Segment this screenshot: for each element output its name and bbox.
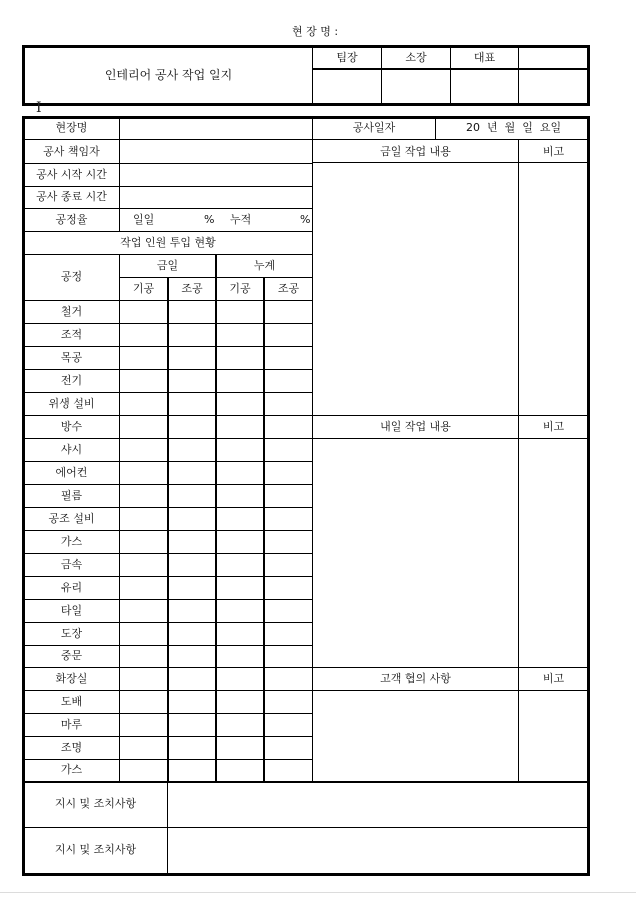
instructions-label-2: 지시 및 조치사항 bbox=[54, 843, 137, 856]
sign-site-manager[interactable] bbox=[382, 70, 450, 104]
sign-ceo[interactable] bbox=[451, 70, 518, 104]
process-row-label: 금속 bbox=[60, 558, 83, 571]
process-row-label: 조적 bbox=[60, 328, 83, 341]
text-cursor-icon: I bbox=[36, 100, 42, 116]
process-row-label: 목공 bbox=[60, 351, 83, 364]
progress-label: 공정율 bbox=[55, 213, 88, 226]
client-remarks-header: 비고 bbox=[542, 672, 565, 685]
today-work-field[interactable] bbox=[313, 163, 518, 415]
start-time-field[interactable] bbox=[120, 164, 312, 186]
daily-progress-label: 일일 bbox=[133, 213, 155, 226]
instructions-field-2[interactable] bbox=[169, 828, 588, 873]
process-row-label: 위생 설비 bbox=[48, 397, 95, 410]
sign-team-leader[interactable] bbox=[313, 70, 381, 104]
tomorrow-remarks-header: 비고 bbox=[542, 420, 565, 433]
cumulative-progress-label: 누적 bbox=[230, 213, 252, 226]
client-remarks-field[interactable] bbox=[519, 691, 588, 781]
today-header: 금일 bbox=[156, 259, 179, 272]
date-label: 공사일자 bbox=[352, 121, 396, 134]
process-row-label: 가스 bbox=[60, 763, 83, 776]
process-row-label: 도배 bbox=[60, 695, 83, 708]
site-name-label: 현 장 명 : bbox=[291, 25, 339, 38]
tomorrow-work-field[interactable] bbox=[313, 439, 518, 667]
process-row-label: 필름 bbox=[60, 489, 83, 502]
approval-site-manager: 소장 bbox=[405, 51, 427, 64]
client-consult-field[interactable] bbox=[313, 691, 518, 781]
instructions-field-1[interactable] bbox=[169, 784, 588, 827]
instructions-label-1: 지시 및 조치사항 bbox=[54, 797, 137, 810]
today-helper-header: 조공 bbox=[181, 282, 203, 295]
process-row-label: 전기 bbox=[60, 374, 83, 387]
total-skilled-header: 기공 bbox=[229, 282, 251, 295]
manager-label: 공사 책임자 bbox=[43, 145, 100, 158]
end-time-label: 공사 종료 시간 bbox=[36, 190, 107, 203]
site-name-field[interactable] bbox=[120, 118, 312, 139]
process-row-label: 조명 bbox=[60, 741, 83, 754]
start-time-label: 공사 시작 시간 bbox=[36, 168, 107, 181]
process-row-label: 철거 bbox=[60, 305, 83, 318]
process-row-label: 유리 bbox=[60, 581, 83, 594]
process-row-label: 방수 bbox=[60, 420, 83, 433]
tomorrow-work-header: 내일 작업 내용 bbox=[380, 420, 451, 433]
process-row-label: 도장 bbox=[60, 627, 83, 640]
process-row-label: 공조 설비 bbox=[48, 512, 95, 525]
process-row-label: 중문 bbox=[60, 649, 83, 662]
date-field[interactable]: 20 년 월 일 요일 bbox=[466, 121, 562, 134]
workforce-title: 작업 인원 투입 현황 bbox=[120, 236, 216, 249]
manager-field[interactable] bbox=[120, 140, 312, 163]
today-work-header: 금일 작업 내용 bbox=[380, 145, 451, 158]
process-row-label: 타일 bbox=[60, 604, 83, 617]
today-remarks-header: 비고 bbox=[542, 145, 565, 158]
process-row-label: 샤시 bbox=[60, 443, 83, 456]
process-row-label: 화장실 bbox=[55, 672, 88, 685]
daily-percent-sign: % bbox=[204, 213, 215, 226]
approval-ceo: 대표 bbox=[473, 51, 496, 64]
document-title: 인테리어 공사 작업 일지 bbox=[104, 68, 233, 82]
process-header: 공정 bbox=[60, 270, 83, 283]
today-remarks-field[interactable] bbox=[519, 163, 588, 415]
site-label: 현장명 bbox=[55, 121, 88, 134]
end-time-field[interactable] bbox=[120, 187, 312, 208]
total-header: 누계 bbox=[253, 259, 276, 272]
workforce-entry-grid[interactable] bbox=[120, 301, 312, 781]
approval-team-leader: 팀장 bbox=[336, 51, 358, 64]
cumulative-percent-sign: % bbox=[300, 213, 311, 226]
process-row-label: 가스 bbox=[60, 535, 83, 548]
process-row-label: 마루 bbox=[60, 718, 83, 731]
process-row-label: 에어컨 bbox=[55, 466, 88, 479]
client-consult-header: 고객 협의 사항 bbox=[380, 672, 451, 685]
today-skilled-header: 기공 bbox=[132, 282, 155, 295]
total-helper-header: 조공 bbox=[277, 282, 300, 295]
tomorrow-remarks-field[interactable] bbox=[519, 439, 588, 667]
